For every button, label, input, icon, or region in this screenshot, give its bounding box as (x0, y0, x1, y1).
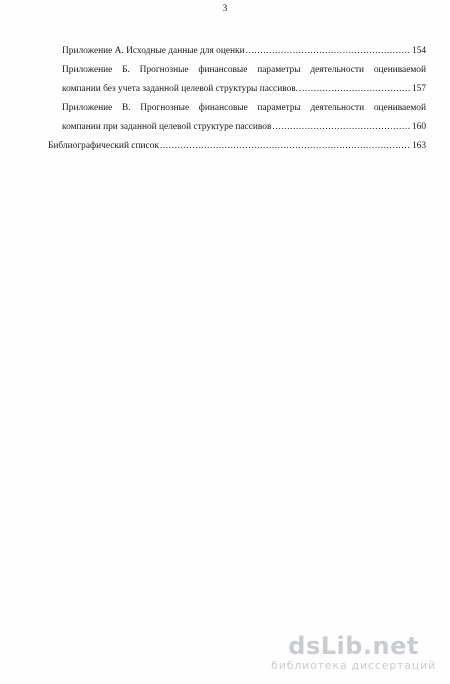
watermark-caption: библиотека диссертаций (271, 659, 436, 672)
watermark-logo: dsLib.net (288, 632, 419, 660)
toc-leader-dots (160, 137, 411, 156)
toc-page-number: 154 (411, 46, 426, 56)
dslib-watermark (271, 633, 436, 672)
toc-entry-bibliography[interactable] (48, 137, 426, 156)
toc-entry-title: Приложение А. Исходные данные для оценки (62, 46, 245, 56)
toc-line (62, 99, 426, 118)
toc-line (62, 61, 426, 80)
page-number: 3 (222, 4, 228, 14)
toc-entry-title-line1: Приложение В. Прогнозные финансовые параметры деятельности оцениваемой (62, 103, 426, 113)
toc-entry-title: Библиографический список (48, 141, 159, 151)
table-of-contents (48, 42, 426, 156)
toc-line (62, 118, 426, 137)
toc-leader-dots (272, 118, 411, 137)
toc-page-number: 160 (411, 122, 426, 132)
toc-page-number: 157 (411, 84, 426, 94)
toc-leader-dots (299, 80, 411, 99)
toc-line (48, 137, 426, 156)
toc-page-number: 163 (411, 141, 426, 151)
toc-entry-title-line2: компании при заданной целевой структуре пассивов (62, 122, 272, 132)
toc-entry-appendix-a[interactable] (62, 42, 426, 61)
toc-entry-appendix-b[interactable] (62, 61, 426, 99)
toc-line (62, 80, 426, 99)
toc-entry-title-line2: компании без учета заданной целевой структуры пассивов. (62, 84, 299, 94)
toc-entry-title-line1: Приложение Б. Прогнозные финансовые параметры деятельности оцениваемой (62, 65, 426, 75)
toc-leader-dots (246, 42, 411, 61)
toc-entry-appendix-c[interactable] (62, 99, 426, 137)
toc-line (62, 42, 426, 61)
